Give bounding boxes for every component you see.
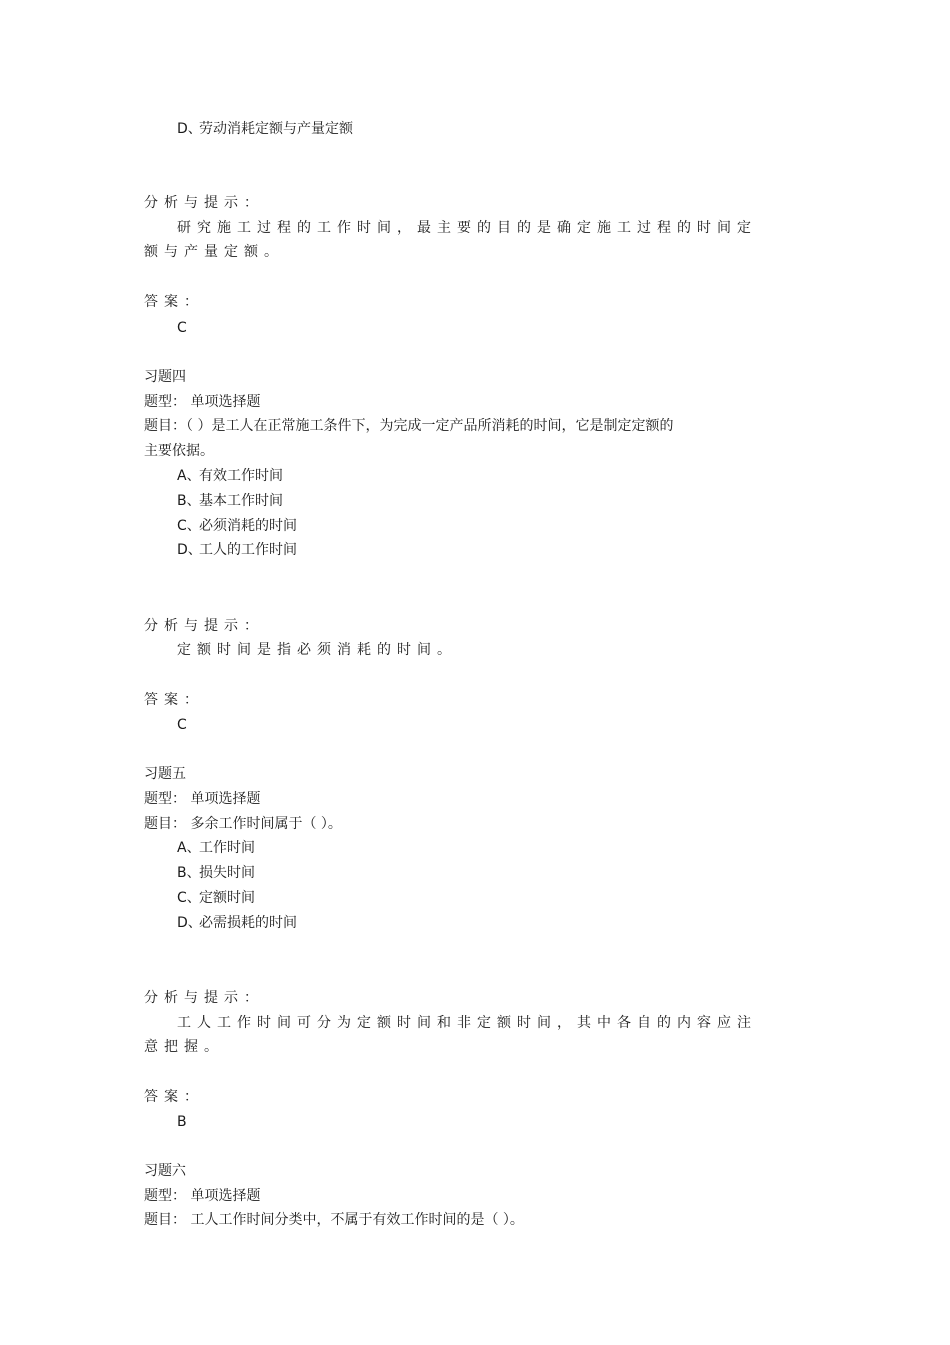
analysis-text-line2: 额与产量定额。 [144,244,284,260]
option-letter: B、 [177,865,201,881]
option-text: 定额时间 [199,890,255,906]
option-letter: B、 [177,493,201,509]
question-stem-line2: 主要依据。 [144,443,214,459]
option-a [177,467,283,485]
analysis-text-line2: 意把握。 [144,1039,224,1055]
option-letter: A、 [177,840,201,856]
question-title: 习题四 [144,369,186,385]
question-stem-line1: 题目： 工人工作时间分类中，不属于有效工作时间的是（ ）。 [144,1212,524,1228]
answer-label: 答案： [144,294,204,310]
option-text: 劳动消耗定额与产量定额 [199,121,353,137]
answer-label: 答案： [144,692,204,708]
option-d [177,541,297,559]
option-a [177,839,255,857]
analysis-label: 分析与提示： [144,618,264,634]
option-b [177,492,283,510]
question-title: 习题六 [144,1163,186,1179]
option-text: 基本工作时间 [199,493,283,509]
answer-label: 答案： [144,1089,204,1105]
analysis-label: 分析与提示： [144,195,264,211]
question-type: 题型： 单项选择题 [144,791,261,807]
option-text: 损失时间 [199,865,255,881]
option-c [177,889,255,907]
analysis-text-line1: 研究施工过程的工作时间，最主要的目的是确定施工过程的时间定 [177,220,757,236]
option-text: 工作时间 [199,840,255,856]
option-letter: C、 [177,518,201,534]
option-d [177,120,353,138]
option-text: 必需损耗的时间 [199,915,297,931]
question-stem-line1: 题目：（ ）是工人在正常施工条件下，为完成一定产品所消耗的时间，它是制定定额的 [144,418,674,434]
question-type: 题型： 单项选择题 [144,394,261,410]
option-letter: A、 [177,468,201,484]
option-b [177,864,255,882]
option-c [177,517,297,535]
option-letter: D、 [177,542,202,558]
analysis-text-line1: 定额时间是指必须消耗的时间。 [177,642,457,658]
option-d [177,914,297,932]
option-text: 工人的工作时间 [199,542,297,558]
answer-value: C [177,320,187,336]
question-type: 题型： 单项选择题 [144,1188,261,1204]
question-title: 习题五 [144,766,186,782]
answer-value: B [177,1114,187,1130]
option-text: 有效工作时间 [199,468,283,484]
option-letter: D、 [177,915,202,931]
option-letter: C、 [177,890,201,906]
option-letter: D、 [177,121,202,137]
answer-value: C [177,717,187,733]
option-text: 必须消耗的时间 [199,518,297,534]
analysis-label: 分析与提示： [144,990,264,1006]
analysis-text-line1: 工人工作时间可分为定额时间和非定额时间，其中各自的内容应注 [177,1015,757,1031]
question-stem-line1: 题目： 多余工作时间属于（ ）。 [144,816,342,832]
